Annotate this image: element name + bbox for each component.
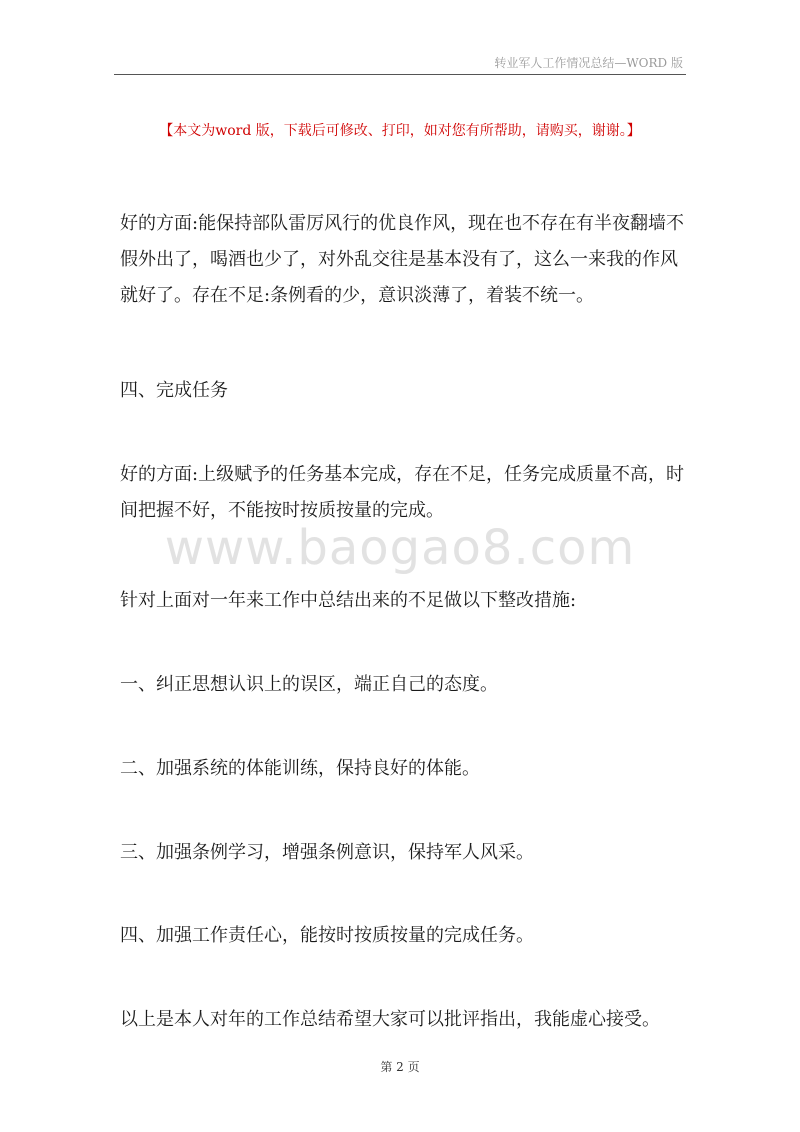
measure-item-1: 一、纠正思想认识上的误区，端正自己的态度。 [120,674,498,695]
page-number: 第 2 页 [380,1060,420,1074]
download-notice: 【本文为word 版，下载后可修改、打印，如对您有所帮助，请购买，谢谢。】 [159,123,641,139]
paragraph-measures-intro: 针对上面对一年来工作中总结出来的不足做以下整改措施: [120,590,577,611]
header-divider [114,74,686,75]
section-heading-tasks: 四、完成任务 [120,380,228,401]
measure-item-2: 二、加强系统的体能训练，保持良好的体能。 [120,758,480,779]
paragraph-tasks: 好的方面:上级赋予的任务基本完成，存在不足，任务完成质量不高，时间把握不好，不能按时按质按量的完成。 [120,464,685,521]
measure-item-4: 四、加强工作责任心，能按时按质按量的完成任务。 [120,925,534,946]
paragraph-conduct: 好的方面:能保持部队雷厉风行的优良作风，现在也不存在有半夜翻墙不假外出了，喝酒也少了，对外乱交往是基本没有了，这么一来我的作风就好了。存在不足:条例看的少，意识淡薄了，着装不统一。 [120,213,685,306]
running-header: 转业军人工作情况总结—WORD 版 [494,56,683,70]
measure-item-3: 三、加强条例学习，增强条例意识，保持军人风采。 [120,842,534,863]
paragraph-conclusion: 以上是本人对年的工作总结希望大家可以批评指出，我能虚心接受。 [120,1009,660,1030]
watermark: www.baogao8.com [164,520,636,576]
